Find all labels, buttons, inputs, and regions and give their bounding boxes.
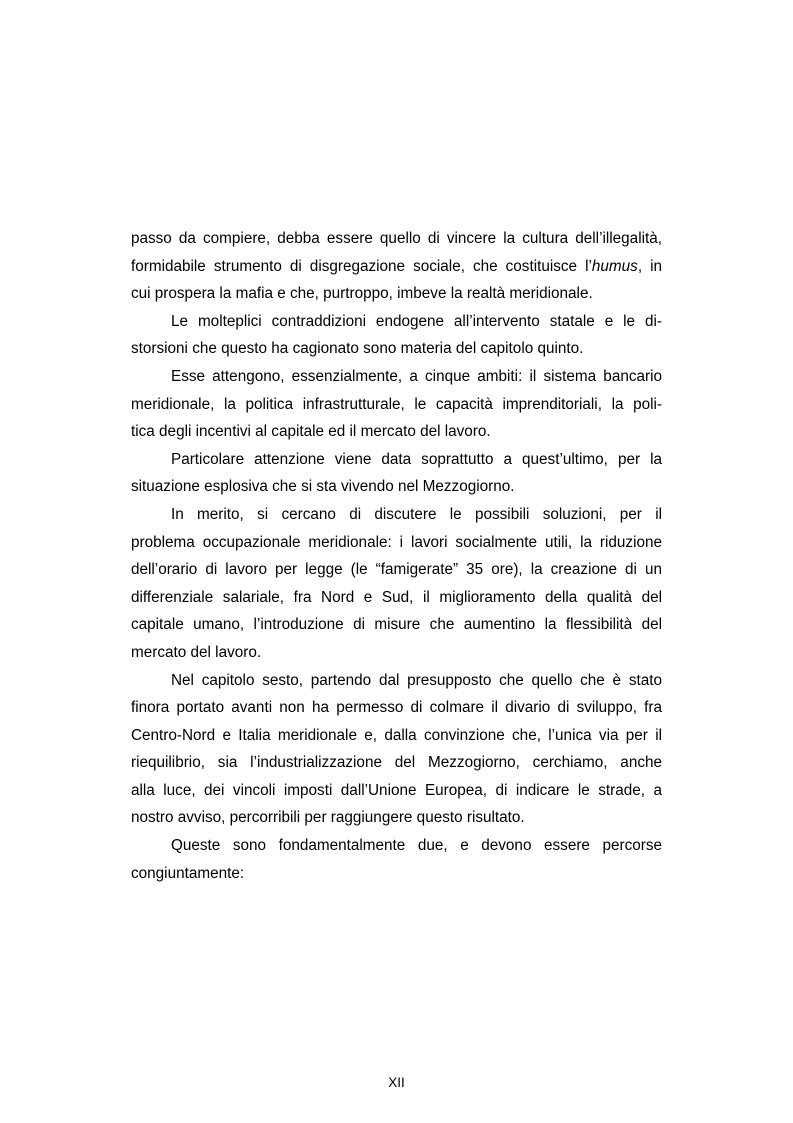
text-line: Queste sono fondamentalmente due, e devono essere percorse	[171, 837, 662, 855]
text-line: nostro avviso, percorribili per raggiungere questo risultato.	[131, 809, 525, 827]
text-line: passo da compiere, debba essere quello di vincere la cultura dell’illegalità,	[131, 230, 662, 247]
text-line: meridionale, la politica infrastrutturale, le capacità imprenditoriali, la poli-	[131, 395, 662, 413]
page-number: XII	[388, 1075, 405, 1090]
text-line: congiuntamente:	[131, 864, 245, 882]
text-line: Particolare attenzione viene data soprattutto a quest’ultimo, per la	[171, 450, 662, 468]
text-line: situazione esplosiva che si sta vivendo nel Mezzogiorno.	[131, 478, 515, 496]
text-line: problema occupazionale meridionale: i lavori socialmente utili, la riduzione	[131, 533, 662, 551]
text-line: riequilibrio, sia l’industrializzazione del Mezzogiorno, cerchiamo, anche	[131, 754, 662, 772]
text-line: In merito, si cercano di discutere le possibili soluzioni, per il	[171, 505, 662, 523]
emphasis-humus: humus	[591, 257, 638, 275]
text-line: tica degli incentivi al capitale ed il mercato del lavoro.	[131, 423, 491, 441]
text-line: alla luce, dei vincoli imposti dall’Unione Europea, di indicare le strade, a	[131, 781, 662, 799]
text-line: Le molteplici contraddizioni endogene all’intervento statale e le di-	[171, 312, 662, 330]
text-line: mercato del lavoro.	[131, 643, 262, 661]
text-line: Centro-Nord e Italia meridionale e, dalla convinzione che, l’unica via per il	[131, 726, 662, 744]
text-line: formidabile strumento di disgregazione sociale, che costituisce l’humus, in	[131, 257, 662, 275]
text-line: storsioni che questo ha cagionato sono materia del capitolo quinto.	[131, 340, 584, 358]
text-line: finora portato avanti non ha permesso di colmare il divario di sviluppo, fra	[131, 699, 662, 717]
text-line: Nel capitolo sesto, partendo dal presupposto che quello che è stato	[171, 671, 662, 689]
body-text	[131, 225, 662, 887]
text-line: Esse attengono, essenzialmente, a cinque ambiti: il sistema bancario	[171, 367, 662, 385]
text-line: capitale umano, l’introduzione di misure che aumentino la flessibilità del	[131, 616, 662, 634]
text-line: differenziale salariale, fra Nord e Sud, il miglioramento della qualità del	[131, 588, 662, 606]
text-line: cui prospera la mafia e che, purtroppo, imbeve la realtà meridionale.	[131, 285, 593, 303]
text-line: dell’orario di lavoro per legge (le “famigerate” 35 ore), la creazione di un	[131, 561, 662, 579]
